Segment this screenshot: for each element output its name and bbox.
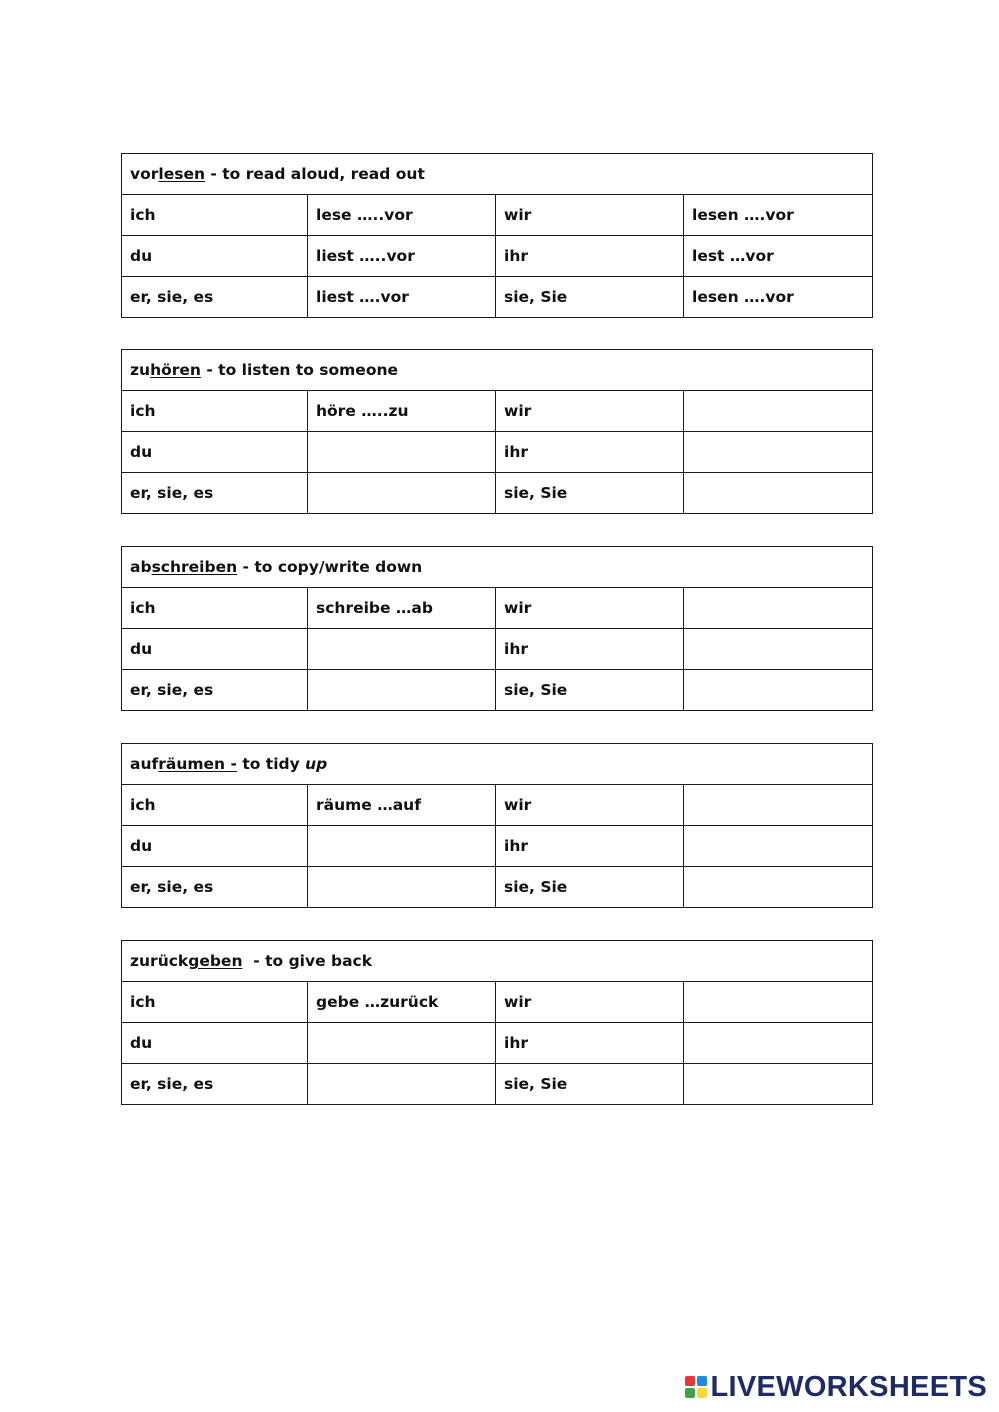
pronoun-cell: er, sie, es: [122, 277, 308, 318]
pronoun-cell: wir: [496, 785, 684, 826]
conjugation-cell[interactable]: [684, 1064, 873, 1105]
verb-table-zuhoeren: [121, 349, 873, 514]
verb-prefix: zu: [130, 361, 151, 379]
pronoun-cell: ich: [122, 588, 308, 629]
table-row: [122, 1064, 873, 1105]
table-row: [122, 277, 873, 318]
pronoun-cell: ihr: [496, 629, 684, 670]
verb-translation-italic: up: [305, 755, 328, 773]
verb-stem: geben: [188, 952, 243, 970]
verb-heading: [122, 744, 873, 785]
pronoun-cell: er, sie, es: [122, 867, 308, 908]
verb-translation: to tidy: [242, 755, 300, 773]
verb-translation: to give back: [265, 952, 373, 970]
conjugation-cell[interactable]: [308, 670, 496, 711]
pronoun-cell: sie, Sie: [496, 473, 684, 514]
table-row: [122, 391, 873, 432]
pronoun-cell: sie, Sie: [496, 1064, 684, 1105]
conjugation-cell[interactable]: [684, 785, 873, 826]
conjugation-cell[interactable]: [308, 432, 496, 473]
table-row: [122, 195, 873, 236]
brand-name: LIVEWORKSHEETS: [710, 1370, 987, 1403]
table-header-row: [122, 350, 873, 391]
verb-table-aufraeumen: [121, 743, 873, 908]
verb-table-zurueckgeben: [121, 940, 873, 1105]
conjugation-cell[interactable]: schreibe …ab: [308, 588, 496, 629]
verb-heading: [122, 547, 873, 588]
pronoun-cell: du: [122, 432, 308, 473]
verb-prefix: ab: [130, 558, 152, 576]
pronoun-cell: du: [122, 236, 308, 277]
verb-table-abschreiben: [121, 546, 873, 711]
verb-heading: [122, 941, 873, 982]
verb-prefix: vor: [130, 165, 159, 183]
conjugation-cell[interactable]: [308, 867, 496, 908]
pronoun-cell: ihr: [496, 236, 684, 277]
table-row: [122, 670, 873, 711]
pronoun-cell: sie, Sie: [496, 670, 684, 711]
table-row: [122, 629, 873, 670]
conjugation-cell[interactable]: [684, 629, 873, 670]
pronoun-cell: ich: [122, 982, 308, 1023]
logo-square-green: [685, 1388, 695, 1398]
pronoun-cell: sie, Sie: [496, 867, 684, 908]
verb-separator: -: [237, 558, 255, 576]
pronoun-cell: du: [122, 1023, 308, 1064]
pronoun-cell: er, sie, es: [122, 670, 308, 711]
table-header-row: [122, 744, 873, 785]
table-row: [122, 826, 873, 867]
conjugation-cell[interactable]: [684, 588, 873, 629]
table-header-row: [122, 547, 873, 588]
conjugation-cell[interactable]: [684, 670, 873, 711]
conjugation-cell[interactable]: lesen ….vor: [684, 277, 873, 318]
pronoun-cell: du: [122, 629, 308, 670]
pronoun-cell: ich: [122, 391, 308, 432]
table-row: [122, 473, 873, 514]
table-row: [122, 982, 873, 1023]
conjugation-cell[interactable]: räume …auf: [308, 785, 496, 826]
conjugation-cell[interactable]: [684, 432, 873, 473]
conjugation-cell[interactable]: [684, 982, 873, 1023]
pronoun-cell: er, sie, es: [122, 473, 308, 514]
verb-stem: räumen -: [158, 755, 237, 773]
conjugation-cell[interactable]: [684, 826, 873, 867]
liveworksheets-logo-icon: [685, 1376, 707, 1398]
verb-prefix: zurück: [130, 952, 189, 970]
conjugation-cell[interactable]: gebe …zurück: [308, 982, 496, 1023]
verb-separator: -: [200, 361, 219, 379]
conjugation-cell[interactable]: liest …..vor: [308, 236, 496, 277]
table-row: [122, 785, 873, 826]
pronoun-cell: ich: [122, 195, 308, 236]
verb-stem: hören: [150, 361, 201, 379]
pronoun-cell: ich: [122, 785, 308, 826]
conjugation-cell[interactable]: [308, 826, 496, 867]
verb-heading: [122, 154, 873, 195]
conjugation-cell[interactable]: [308, 629, 496, 670]
verb-stem: lesen: [158, 165, 206, 183]
pronoun-cell: sie, Sie: [496, 277, 684, 318]
conjugation-cell[interactable]: liest ….vor: [308, 277, 496, 318]
table-header-row: [122, 154, 873, 195]
conjugation-cell[interactable]: [308, 1023, 496, 1064]
conjugation-cell[interactable]: [308, 1064, 496, 1105]
verb-separator: -: [242, 952, 266, 970]
table-row: [122, 432, 873, 473]
pronoun-cell: wir: [496, 982, 684, 1023]
conjugation-cell[interactable]: lest …vor: [684, 236, 873, 277]
logo-square-red: [685, 1376, 695, 1386]
conjugation-cell[interactable]: lese …..vor: [308, 195, 496, 236]
pronoun-cell: wir: [496, 391, 684, 432]
conjugation-cell[interactable]: [684, 473, 873, 514]
table-row: [122, 588, 873, 629]
table-row: [122, 867, 873, 908]
pronoun-cell: ihr: [496, 1023, 684, 1064]
verb-table-vorlesen: [121, 153, 873, 318]
verb-prefix: auf: [130, 755, 159, 773]
verb-translation: to listen to someone: [218, 361, 399, 379]
conjugation-cell[interactable]: [684, 391, 873, 432]
conjugation-cell[interactable]: [684, 1023, 873, 1064]
brand-logo-wordmark[interactable]: [685, 1372, 988, 1402]
logo-square-blue: [697, 1376, 707, 1386]
pronoun-cell: ihr: [496, 826, 684, 867]
table-row: [122, 1023, 873, 1064]
pronoun-cell: wir: [496, 588, 684, 629]
verb-translation: to read aloud, read out: [222, 165, 425, 183]
table-header-row: [122, 941, 873, 982]
verb-stem: schreiben: [151, 558, 238, 576]
conjugation-cell[interactable]: [308, 473, 496, 514]
verb-separator: -: [205, 165, 223, 183]
conjugation-cell[interactable]: höre …..zu: [308, 391, 496, 432]
pronoun-cell: er, sie, es: [122, 1064, 308, 1105]
table-row: [122, 236, 873, 277]
verb-translation: to copy/write down: [254, 558, 423, 576]
pronoun-cell: du: [122, 826, 308, 867]
verb-heading: [122, 350, 873, 391]
logo-square-yellow: [697, 1388, 707, 1398]
conjugation-cell[interactable]: [684, 867, 873, 908]
conjugation-cell[interactable]: lesen ….vor: [684, 195, 873, 236]
pronoun-cell: ihr: [496, 432, 684, 473]
pronoun-cell: wir: [496, 195, 684, 236]
